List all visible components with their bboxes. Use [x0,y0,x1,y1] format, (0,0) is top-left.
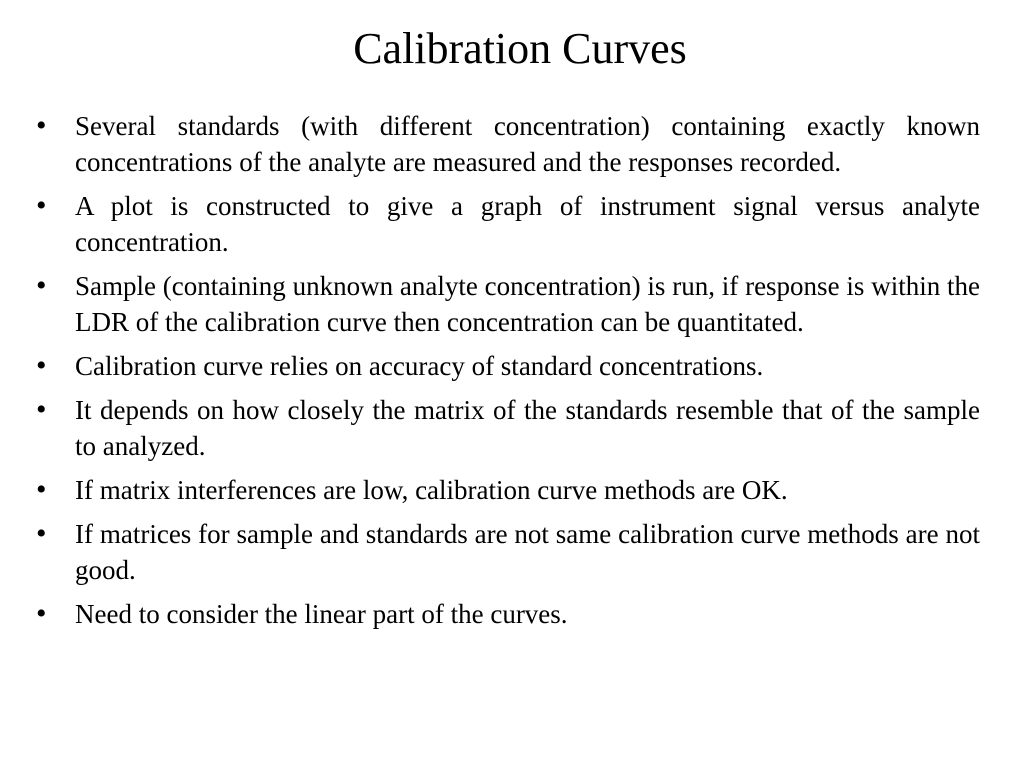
bullet-text: A plot is constructed to give a graph of instrument signal versus analyte concentration. [75,191,980,257]
bullet-item [36,188,980,260]
bullet-dot-icon: • [36,597,47,630]
bullet-dot-icon: • [36,349,47,382]
slide-title: Calibration Curves [353,24,687,73]
bullet-list [36,108,980,640]
bullet-text: If matrix interferences are low, calibration curve methods are OK. [75,475,788,505]
bullet-dot-icon: • [36,393,47,426]
bullet-text: If matrices for sample and standards are not same calibration curve methods are not good. [75,519,980,585]
bullet-text: Several standards (with different concentration) containing exactly known concentrations of the analyte are measured and the responses recorded. [75,111,980,177]
bullet-item [36,268,980,340]
bullet-item [36,516,980,588]
bullet-text: It depends on how closely the matrix of the standards resemble that of the sample to analyzed. [75,395,980,461]
bullet-dot-icon: • [36,517,47,550]
bullet-item [36,108,980,180]
bullet-item [36,472,980,508]
bullet-item [36,392,980,464]
bullet-dot-icon: • [36,473,47,506]
bullet-dot-icon: • [36,109,47,142]
bullet-dot-icon: • [36,269,47,302]
bullet-item [36,348,980,384]
bullet-text: Need to consider the linear part of the curves. [75,599,568,629]
bullet-dot-icon: • [36,189,47,222]
bullet-text: Calibration curve relies on accuracy of standard concentrations. [75,351,764,381]
bullet-text: Sample (containing unknown analyte concentration) is run, if response is within the LDR of the calibration curve then concentration can be quantitated. [75,271,980,337]
bullet-item [36,596,980,632]
